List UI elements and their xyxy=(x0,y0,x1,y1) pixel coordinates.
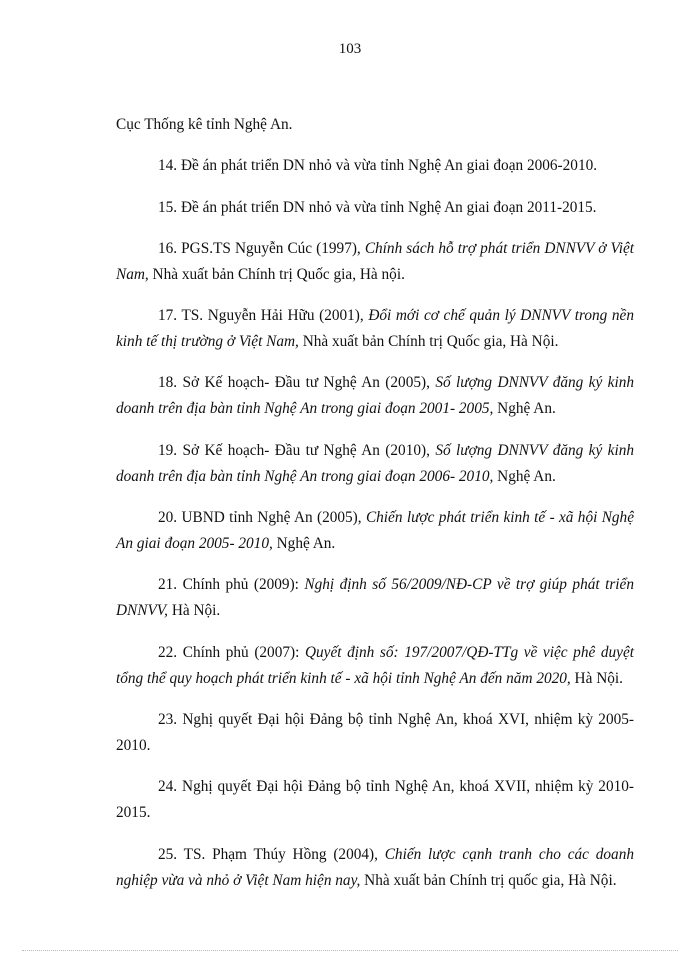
reference-item-23 xyxy=(116,707,634,759)
reference-item-17 xyxy=(116,303,634,355)
reference-text: Cục Thống kê tỉnh Nghệ An. xyxy=(116,116,293,133)
reference-text: 15. Đề án phát triển DN nhỏ và vừa tỉnh Nghệ An giai đoạn 2011-2015. xyxy=(158,198,597,216)
reference-item-25 xyxy=(116,842,634,894)
reference-item-15 xyxy=(116,195,634,221)
reference-title: Quyết định số: 197/2007/QĐ-TTg về việc phê duyệt tổng thể quy hoạch phát triển kinh tế - xã hội tỉnh Nghệ An đến năm 2020, xyxy=(116,643,635,687)
reference-publisher: Nhà xuất bản Chính trị Quốc gia, Hà nội. xyxy=(148,265,405,283)
reference-item-16 xyxy=(116,236,634,288)
reference-author: 20. UBND tỉnh Nghệ An (2005), xyxy=(158,509,366,527)
reference-item-19 xyxy=(116,438,634,490)
page-bottom-divider xyxy=(22,950,678,951)
reference-author: 22. Chính phủ (2007): xyxy=(158,643,305,661)
page-number: 103 xyxy=(338,41,362,57)
reference-item-13-continuation xyxy=(116,112,634,138)
reference-text: 24. Nghị quyết Đại hội Đảng bộ tỉnh Nghệ An, khoá XVII, nhiệm kỳ 2010- 2015. xyxy=(116,778,634,822)
reference-title: Số lượng DNNVV đăng ký kinh doanh trên địa bàn tỉnh Nghệ An trong giai đoạn 2006- 2010, xyxy=(116,441,634,485)
reference-item-22 xyxy=(116,640,634,692)
reference-title: Chiến lược phát triển kinh tế - xã hội Nghệ An giai đoạn 2005- 2010, xyxy=(116,509,634,553)
reference-author: 21. Chính phủ (2009): xyxy=(158,576,305,594)
reference-text: 14. Đề án phát triển DN nhỏ và vừa tỉnh Nghệ An giai đoạn 2006-2010. xyxy=(158,157,598,175)
reference-title: Nghị định số 56/2009/NĐ-CP về trợ giúp phát triển DNNVV, xyxy=(116,576,634,620)
reference-item-24 xyxy=(116,774,634,826)
reference-item-20 xyxy=(116,505,634,557)
reference-author: 18. Sở Kế hoạch- Đầu tư Nghệ An (2005), xyxy=(158,374,436,392)
reference-item-21 xyxy=(116,572,634,624)
reference-publisher: Nghệ An. xyxy=(272,535,336,553)
reference-item-18 xyxy=(116,370,634,422)
reference-author: 25. TS. Phạm Thúy Hồng (2004), xyxy=(158,845,385,863)
reference-item-14 xyxy=(116,153,634,179)
reference-publisher: Nghệ An. xyxy=(493,467,556,485)
reference-author: 17. TS. Nguyễn Hải Hữu (2001), xyxy=(158,307,369,325)
reference-text: 23. Nghị quyết Đại hội Đảng bộ tỉnh Nghệ An, khoá XVI, nhiệm kỳ 2005- 2010. xyxy=(116,710,634,754)
reference-publisher: Nghệ An. xyxy=(493,400,556,418)
reference-title: Chiến lược cạnh tranh cho các doanh nghiệp vừa và nhỏ ở Việt Nam hiện nay, xyxy=(116,845,634,889)
reference-title: Số lượng DNNVV đăng ký kinh doanh trên địa bàn tỉnh Nghệ An trong giai đoạn 2001- 2005, xyxy=(116,374,634,418)
reference-publisher: Nhà xuất bản Chính trị quốc gia, Hà Nội. xyxy=(360,871,617,889)
reference-publisher: Hà Nội. xyxy=(570,669,623,687)
reference-title: Đổi mới cơ chế quản lý DNNVV trong nền kinh tế thị trường ở Việt Nam, xyxy=(116,307,634,351)
reference-title: Chính sách hỗ trợ phát triển DNNVV ở Việt Nam, xyxy=(116,239,634,283)
reference-author: 19. Sở Kế hoạch- Đầu tư Nghệ An (2010), xyxy=(158,441,436,459)
reference-publisher: Nhà xuất bản Chính trị Quốc gia, Hà Nội. xyxy=(298,333,559,351)
reference-author: 16. PGS.TS Nguyễn Cúc (1997), xyxy=(158,239,365,257)
reference-publisher: Hà Nội. xyxy=(168,602,221,620)
reference-list xyxy=(116,112,634,899)
